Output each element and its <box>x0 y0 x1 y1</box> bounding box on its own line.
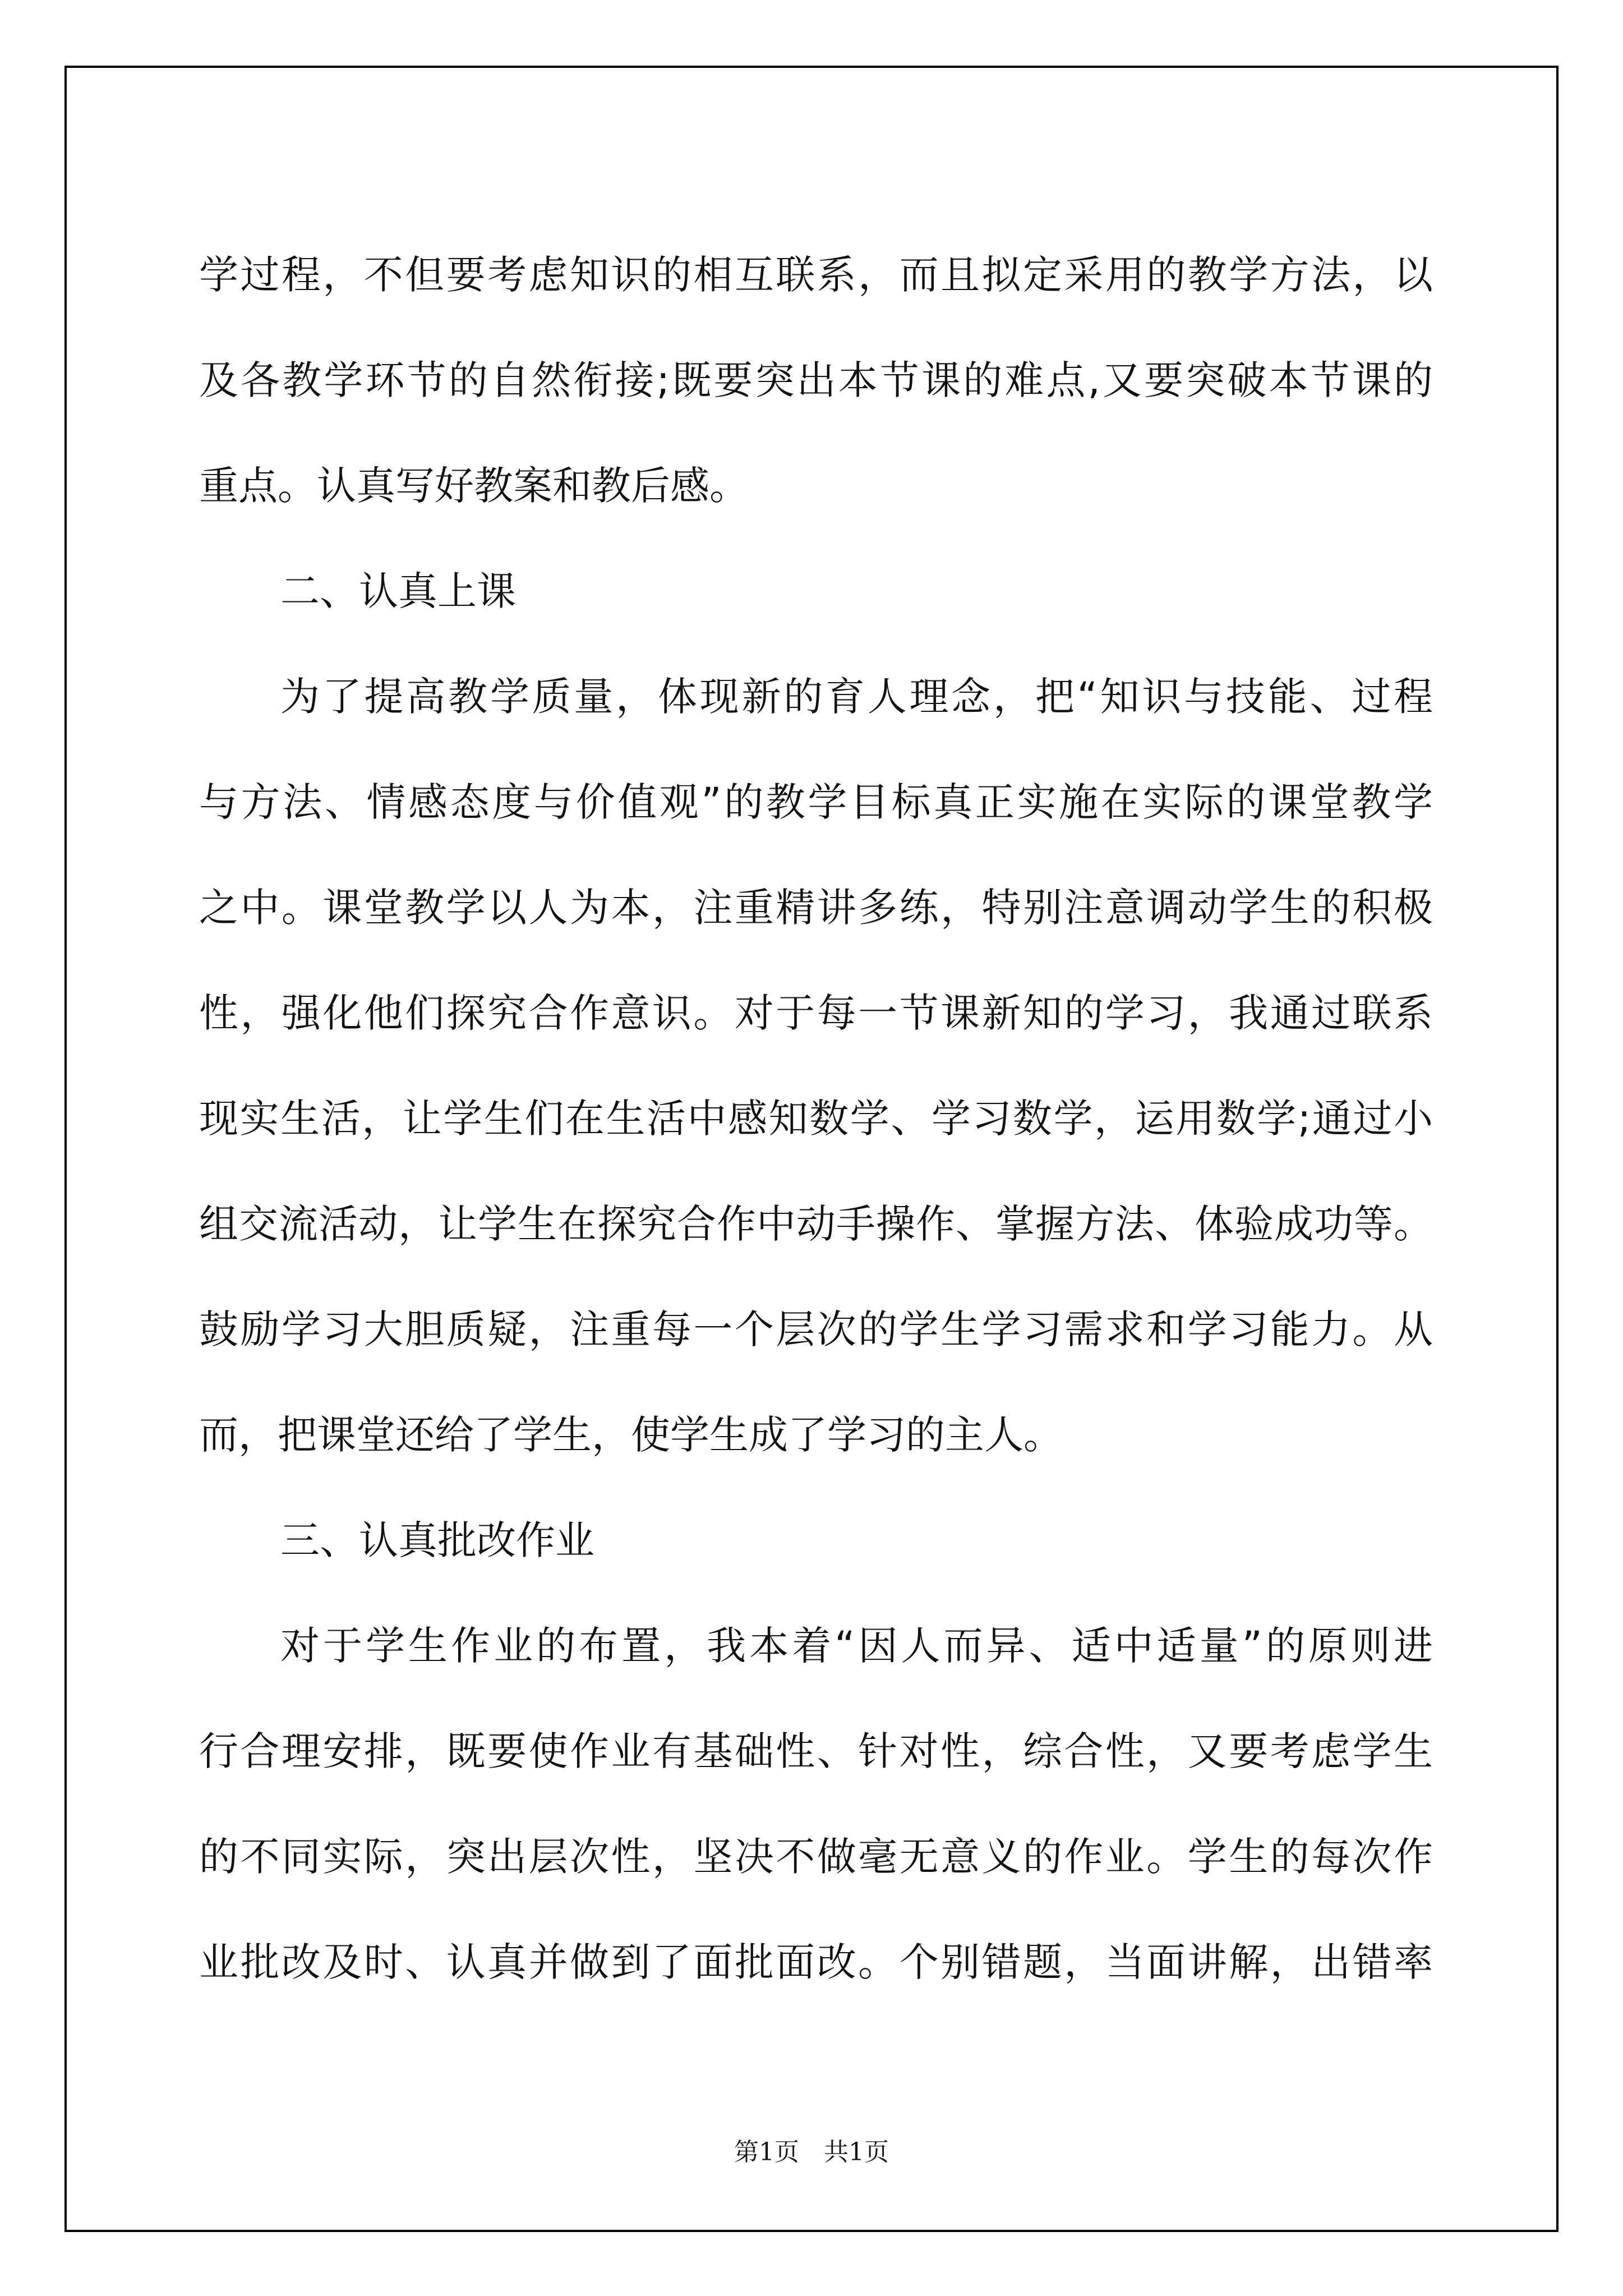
text-line: 的不同实际，突出层次性，坚决不做毫无意义的作业。学生的每次作 <box>199 1834 1433 1880</box>
text-line: 组交流活动，让学生在探究合作中动手操作、掌握方法、体验成功等。 <box>199 1201 1433 1247</box>
section-heading: 二、认真上课 <box>280 568 516 614</box>
section-heading: 三、认真批改作业 <box>280 1517 594 1563</box>
text-line: 鼓励学习大胆质疑，注重每一个层次的学生学习需求和学习能力。从 <box>199 1306 1433 1352</box>
text-line: 对于学生作业的布置，我本着“因人而异、适中适量”的原则进 <box>280 1623 1433 1669</box>
text-line: 与方法、情感态度与价值观”的教学目标真正实施在实际的课堂教学 <box>199 779 1433 825</box>
text-line: 及各教学环节的自然衔接;既要突出本节课的难点,又要突破本节课的 <box>199 357 1433 403</box>
text-line: 而，把课堂还给了学生，使学生成了学习的主人。 <box>199 1412 1063 1458</box>
text-line: 为了提高教学质量，体现新的育人理念，把“知识与技能、过程 <box>280 674 1433 720</box>
text-line: 重点。认真写好教案和教后感。 <box>199 463 749 509</box>
text-line: 学过程，不但要考虑知识的相互联系，而且拟定采用的教学方法，以 <box>199 252 1433 298</box>
text-line: 之中。课堂教学以人为本，注重精讲多练，特别注意调动学生的积极 <box>199 885 1433 931</box>
text-line: 现实生活，让学生们在生活中感知数学、学习数学，运用数学;通过小 <box>199 1096 1433 1142</box>
text-line: 性，强化他们探究合作意识。对于每一节课新知的学习，我通过联系 <box>199 990 1433 1036</box>
document-body <box>199 222 1433 2015</box>
page-number-footer: 第1页 共1页 <box>734 2138 889 2166</box>
text-line: 行合理安排，既要使作业有基础性、针对性，综合性，又要考虑学生 <box>199 1728 1433 1774</box>
text-line: 业批改及时、认真并做到了面批面改。个别错题，当面讲解，出错率 <box>199 1939 1433 1985</box>
